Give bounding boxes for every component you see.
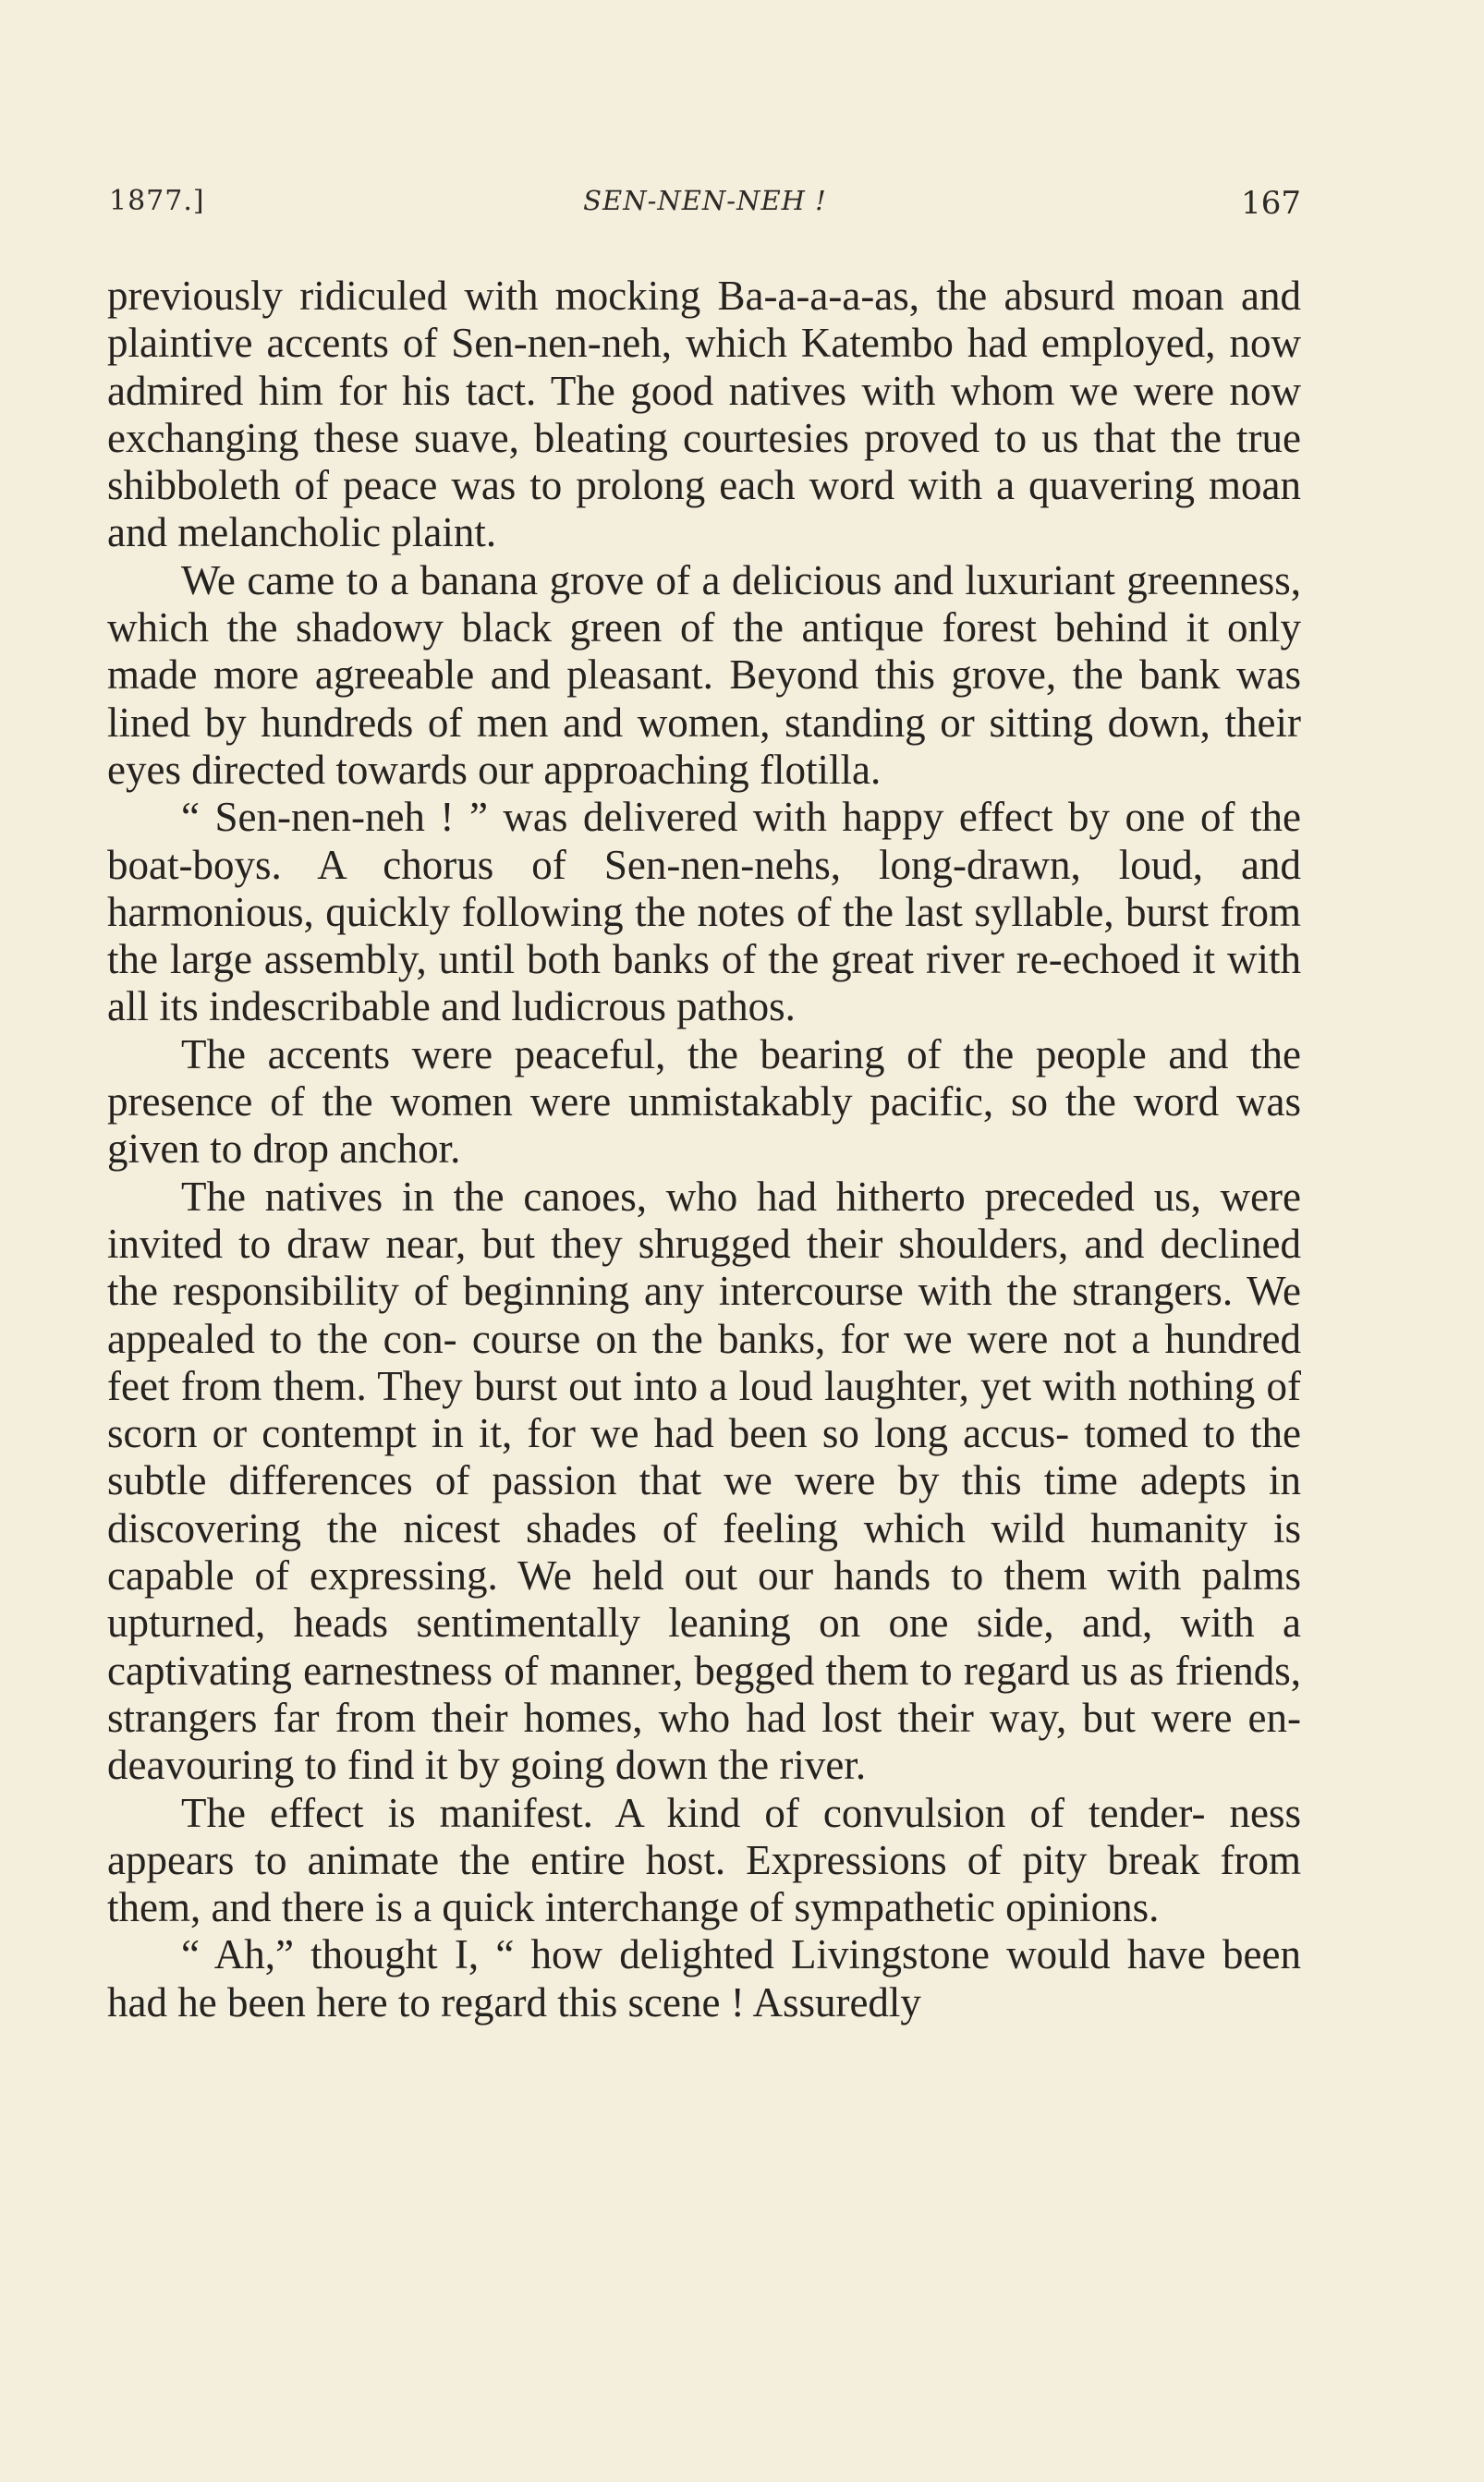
running-head-title: SEN-NEN-NEH ! (583, 185, 827, 216)
paragraph-4: The accents were peaceful, the bearing of the people and the presence of the women were unmistakably pacific, so the word was given to drop anchor. (107, 1030, 1301, 1173)
running-head (109, 185, 1301, 231)
paragraph-2: We came to a banana grove of a delicious and luxuriant greenness, which the shadowy black green of the antique forest behind it only made more agreeable and pleasant. Beyond this grove, the bank was lined by hundreds of men and women, standing or sitting down, their eyes directed towards our approaching flotilla. (107, 556, 1301, 793)
paragraph-6: The effect is manifest. A kind of convulsion of tender- ness appears to animate the entire host. Expressions of pity break from them, and there is a quick interchange of sympathetic opinions. (107, 1789, 1301, 1931)
paragraph-7: “ Ah,” thought I, “ how delighted Livingstone would have been had he been here to regard this scene ! Assuredly (107, 1931, 1301, 2026)
body-text (107, 273, 1301, 2026)
paragraph-1: previously ridiculed with mocking Ba-a-a-a-as, the absurd moan and plaintive accents of Sen-nen-neh, which Katembo had employed, now admired him for his tact. The good natives with whom we were now exchanging these suave, bleating courtesies proved to us that the true shibboleth of peace was to prolong each word with a quavering moan and melancholic plaint. (107, 273, 1301, 556)
paragraph-5: The natives in the canoes, who had hitherto preceded us, were invited to draw near, but they shrugged their shoulders, and declined the responsibility of beginning any intercourse with the strangers. We appealed to the con- course on the banks, for we were not a hundred feet from them. They burst out into a loud laughter, yet with nothing of scorn or contempt in it, for we had been so long accus- tomed to the subtle differences of passion that we were by this time adepts in discovering the nicest shades of feeling which wild humanity is capable of expressing. We held out our hands to them with palms upturned, heads sentimentally leaning on one side, and, with a captivating earnestness of manner, begged them to regard us as friends, strangers far from their homes, who had lost their way, but were en- deavouring to find it by going down the river. (107, 1173, 1301, 1789)
running-head-year: 1877.] (109, 185, 205, 217)
page-number: 167 (1241, 185, 1301, 222)
paragraph-3: “ Sen-nen-neh ! ” was delivered with happy effect by one of the boat-boys. A chorus of Sen-nen-nehs, long-drawn, loud, and harmonious, quickly following the notes of the last syllable, burst from the large assembly, until both banks of the great river re-echoed it with all its indescribable and ludicrous pathos. (107, 794, 1301, 1030)
